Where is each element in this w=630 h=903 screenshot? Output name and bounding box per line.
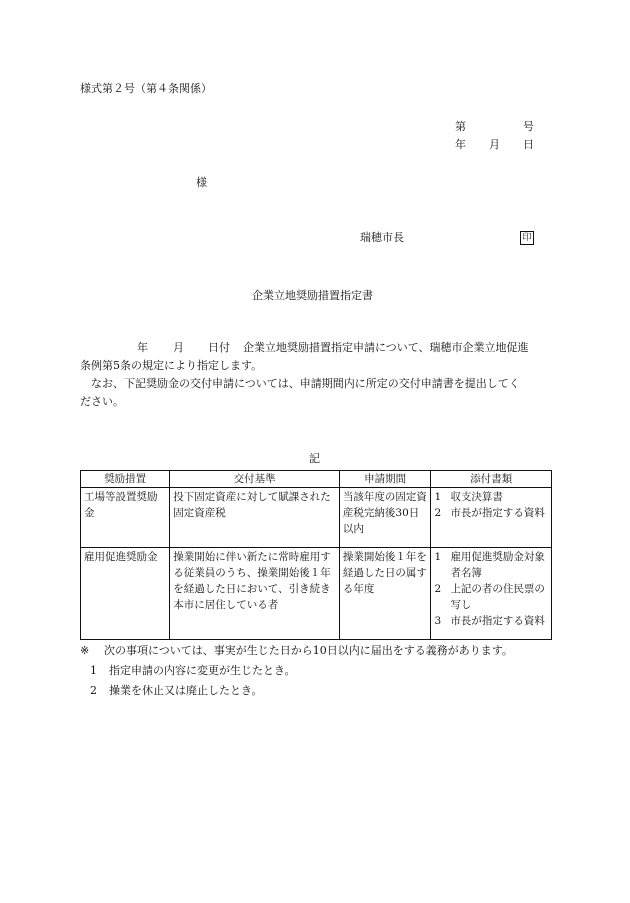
period-cell: 当該年度の固定資産税完納後30日以内 [339, 488, 431, 548]
period-cell: 操業開始後１年を経過した日の属する年度 [339, 548, 431, 640]
body-date-month: 月 [173, 341, 184, 354]
note-item-text: 指定申請の内容に変更が生じたとき。 [109, 664, 296, 677]
number-suffix: 号 [523, 120, 534, 133]
header-documents: 添付書類 [431, 471, 552, 488]
measure-cell: 工場等設置奨励金 [81, 488, 170, 548]
document-item-text: 市長が指定する資料 [450, 615, 545, 627]
body-date-year: 年 [137, 341, 148, 354]
document-item [434, 489, 548, 505]
note-item-text: 操業を休止又は廃止したとき。 [109, 684, 263, 697]
note-intro: 次の事項については、事実が生じた日から10日以内に届出をする義務があります。 [104, 644, 513, 657]
body-para2-line1: なお、下記奨励金の交付申請については、申請期間内に所定の交付申請書を提出してく [80, 377, 520, 390]
document-item-number: 1 [434, 551, 442, 563]
document-item-text: 市長が指定する資料 [450, 507, 545, 519]
number-prefix: 第 [455, 120, 466, 133]
document-item [434, 505, 548, 521]
table-row [81, 488, 552, 548]
seal-mark: 印 [520, 231, 534, 245]
document-item [434, 613, 548, 629]
header-criteria: 交付基準 [170, 471, 340, 488]
document-item [434, 581, 548, 613]
document-item-number: 1 [434, 491, 442, 503]
document-item-text: 収支決算書 [450, 491, 503, 503]
body-para2-line2: ださい。 [80, 395, 124, 408]
note-item-number: 1 [90, 664, 97, 677]
date-year: 年 [455, 138, 466, 151]
body-para1-line2: 条例第5条の規定により指定します。 [80, 359, 263, 372]
document-item-number: 2 [434, 507, 442, 519]
table-row [81, 548, 552, 640]
note-mark: ※ [80, 644, 90, 657]
body-para1-line1: 企業立地奨励措置指定申請について、瑞穂市企業立地促進 [243, 341, 529, 354]
documents-cell [431, 488, 552, 548]
header-measure: 奨励措置 [81, 471, 170, 488]
incentive-table [80, 470, 552, 640]
document-item-text: 雇用促進奨励金対象者名簿 [450, 551, 545, 579]
criteria-cell: 投下固定資産に対して賦課された固定資産税 [170, 488, 340, 548]
document-item-number: 3 [434, 615, 442, 627]
documents-cell [431, 548, 552, 640]
measure-cell: 雇用促進奨励金 [81, 548, 170, 640]
document-item-text: 上記の者の住民票の写し [450, 583, 545, 611]
document-item [434, 549, 548, 581]
form-label: 様式第２号（第４条関係） [80, 82, 212, 95]
criteria-cell: 操業開始に伴い新たに常時雇用する従業員のうち、操業開始後１年を経過した日において、引き続き本市に居住している者 [170, 548, 340, 640]
document-title: 企業立地奨励措置指定書 [252, 289, 373, 302]
table-header-row [81, 471, 552, 488]
ki-heading: 記 [309, 452, 320, 465]
addressee-suffix: 様 [196, 176, 207, 189]
issuer-name: 瑞穂市長 [360, 231, 404, 244]
body-date-day: 日付 [208, 341, 230, 354]
date-day: 日 [523, 138, 534, 151]
document-item-number: 2 [434, 583, 442, 595]
header-period: 申請期間 [339, 471, 431, 488]
date-month: 月 [489, 138, 500, 151]
note-item-number: 2 [90, 684, 97, 697]
